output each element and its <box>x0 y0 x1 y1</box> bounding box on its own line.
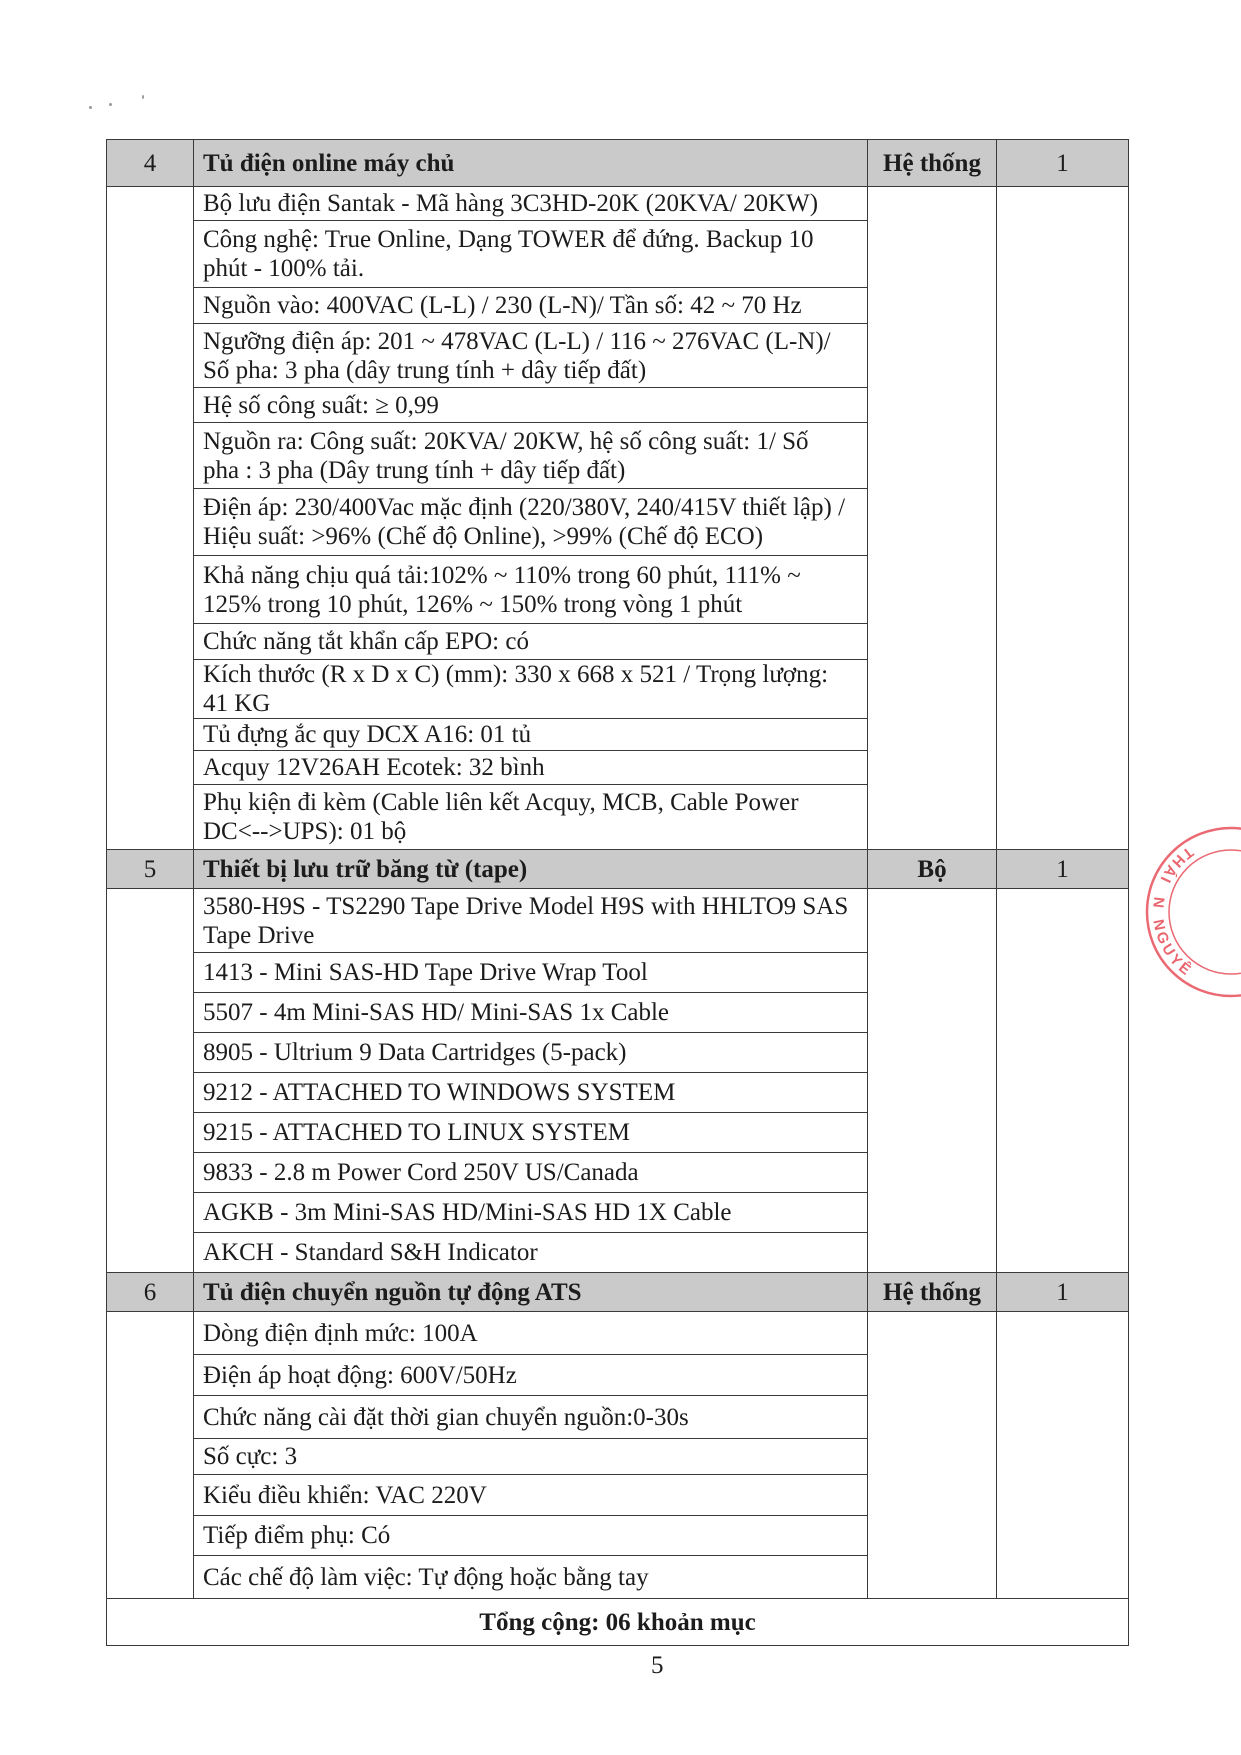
spec-cell <box>194 1073 868 1113</box>
spec-cell <box>194 1193 868 1233</box>
spec-cell <box>194 489 868 556</box>
group-header-row <box>107 1273 1129 1312</box>
spec-cell <box>194 324 868 388</box>
spec-cell <box>194 1556 868 1599</box>
quantity-blank-cell <box>997 889 1129 1273</box>
group-header-row <box>107 850 1129 889</box>
spec-cell <box>194 556 868 624</box>
item-quantity: 1 <box>997 140 1129 187</box>
total-row <box>107 1599 1129 1646</box>
spec-line: 41 KG <box>203 690 271 717</box>
spec-line: Dòng điện định mức: 100A <box>203 1319 478 1347</box>
item-title: Tủ điện chuyển nguồn tự động ATS <box>194 1273 868 1312</box>
item-number: 6 <box>107 1273 194 1312</box>
scan-speck <box>89 106 92 109</box>
spec-line: Các chế độ làm việc: Tự động hoặc bằng tay <box>203 1563 649 1591</box>
spec-line: 5507 - 4m Mini-SAS HD/ Mini-SAS 1x Cable <box>203 999 670 1026</box>
spec-line: 1413 - Mini SAS-HD Tape Drive Wrap Tool <box>203 959 648 986</box>
item-unit: Hệ thống <box>868 140 997 187</box>
spec-line: Kiểu điều khiển: VAC 220V <box>203 1481 487 1509</box>
spec-line: 8905 - Ultrium 9 Data Cartridges (5-pack) <box>203 1039 627 1066</box>
item-number: 4 <box>107 140 194 187</box>
spec-line: Hệ số công suất: ≥ 0,99 <box>203 391 439 419</box>
spec-line: AGKB - 3m Mini-SAS HD/Mini-SAS HD 1X Cable <box>203 1199 732 1226</box>
item-quantity: 1 <box>997 850 1129 889</box>
spec-cell <box>194 1233 868 1273</box>
item-number-blank-cell <box>107 1312 194 1599</box>
spec-line: Chức năng tắt khẩn cấp EPO: có <box>203 628 529 655</box>
spec-cell <box>194 719 868 751</box>
spec-cell <box>194 388 868 423</box>
spec-cell <box>194 751 868 785</box>
spec-line: Số pha: 3 pha (dây trung tính + dây tiếp đất) <box>203 356 647 384</box>
spec-line: 9212 - ATTACHED TO WINDOWS SYSTEM <box>203 1079 676 1106</box>
spec-cell <box>194 1033 868 1073</box>
red-seal-stamp <box>1130 820 1241 1010</box>
spec-line: 9833 - 2.8 m Power Cord 250V US/Canada <box>203 1159 639 1186</box>
spec-cell <box>194 1475 868 1516</box>
spec-line: 3580-H9S - TS2290 Tape Drive Model H9S with HHLTO9 SAS <box>203 892 849 920</box>
spec-cell <box>194 953 868 993</box>
spec-line: Kích thước (R x D x C) (mm): 330 x 668 x 521 / Trọng lượng: <box>203 661 829 688</box>
spec-line: Khả năng chịu quá tải:102% ~ 110% trong 60 phút, 111% ~ <box>203 561 801 589</box>
equipment-spec-table <box>106 139 1129 1646</box>
page-number: 5 <box>651 1652 664 1679</box>
spec-line: phút - 100% tải. <box>203 255 365 282</box>
seal-text: N <box>1148 896 1168 912</box>
spec-line: Phụ kiện đi kèm (Cable liên kết Acquy, MCB, Cable Power <box>203 789 799 816</box>
spec-line: Acquy 12V26AH Ecotek: 32 bình <box>203 754 545 781</box>
spec-line: Điện áp: 230/400Vac mặc định (220/380V, 240/415V thiết lập) / <box>203 494 846 521</box>
spec-line: Tủ đựng ắc quy DCX A16: 01 tủ <box>203 721 532 748</box>
group-header-row <box>107 140 1129 187</box>
spec-cell <box>194 1439 868 1475</box>
item-unit: Hệ thống <box>868 1273 997 1312</box>
spec-cell <box>194 993 868 1033</box>
spec-row <box>107 1312 1129 1355</box>
spec-cell <box>194 660 868 719</box>
spec-cell <box>194 221 868 288</box>
spec-cell <box>194 288 868 324</box>
scan-speck <box>109 103 112 106</box>
unit-blank-cell <box>868 187 997 850</box>
spec-line: Ngưỡng điện áp: 201 ~ 478VAC (L-L) / 116 ~ 276VAC (L-N)/ <box>203 327 831 355</box>
spec-line: Hiệu suất: >96% (Chế độ Online), >99% (Chế độ ECO) <box>203 523 764 550</box>
spec-line: Tape Drive <box>203 921 315 949</box>
item-number: 5 <box>107 850 194 889</box>
spec-line: Chức năng cài đặt thời gian chuyển nguồn:0-30s <box>203 1403 689 1431</box>
seal-text: THÁI <box>1155 843 1197 888</box>
spec-row <box>107 889 1129 953</box>
spec-cell <box>194 889 868 953</box>
item-number-blank-cell <box>107 889 194 1273</box>
spec-cell <box>194 1312 868 1355</box>
item-quantity: 1 <box>997 1273 1129 1312</box>
spec-cell <box>194 1516 868 1556</box>
item-title: Thiết bị lưu trữ băng từ (tape) <box>194 850 868 889</box>
spec-line: Điện áp hoạt động: 600V/50Hz <box>203 1361 517 1389</box>
spec-line: Nguồn ra: Công suất: 20KVA/ 20KW, hệ số công suất: 1/ Số <box>203 427 809 455</box>
spec-cell <box>194 1396 868 1439</box>
spec-line: 9215 - ATTACHED TO LINUX SYSTEM <box>203 1119 630 1146</box>
item-number-blank-cell <box>107 187 194 850</box>
unit-blank-cell <box>868 889 997 1273</box>
spec-table-body <box>107 140 1129 1599</box>
total-label: Tổng cộng: 06 khoản mục <box>107 1599 1129 1646</box>
scan-speck <box>142 95 144 99</box>
spec-cell <box>194 187 868 221</box>
spec-row <box>107 187 1129 221</box>
spec-line: Tiếp điểm phụ: Có <box>203 1522 391 1549</box>
spec-cell <box>194 624 868 660</box>
spec-line: DC<-->UPS): 01 bộ <box>203 818 407 845</box>
spec-line: pha : 3 pha (Dây trung tính + dây tiếp đất) <box>203 456 626 484</box>
spec-cell <box>194 1113 868 1153</box>
spec-line: 125% trong 10 phút, 126% ~ 150% trong vòng 1 phút <box>203 590 743 618</box>
spec-line: Công nghệ: True Online, Dạng TOWER để đứng. Backup 10 <box>203 226 814 253</box>
spec-line: Bộ lưu điện Santak - Mã hàng 3C3HD-20K (20KVA/ 20KW) <box>203 190 819 217</box>
seal-outer-ring <box>1147 828 1241 996</box>
item-title: Tủ điện online máy chủ <box>194 140 868 187</box>
seal-text: NGUYÊ <box>1149 917 1196 981</box>
spec-line: AKCH - Standard S&H Indicator <box>203 1239 538 1266</box>
spec-cell <box>194 785 868 850</box>
spec-cell <box>194 1153 868 1193</box>
unit-blank-cell <box>868 1312 997 1599</box>
quantity-blank-cell <box>997 187 1129 850</box>
spec-line: Nguồn vào: 400VAC (L-L) / 230 (L-N)/ Tần số: 42 ~ 70 Hz <box>203 292 802 319</box>
item-unit: Bộ <box>868 850 997 889</box>
quantity-blank-cell <box>997 1312 1129 1599</box>
spec-cell <box>194 1355 868 1396</box>
spec-cell <box>194 423 868 489</box>
spec-line: Số cực: 3 <box>203 1443 298 1470</box>
